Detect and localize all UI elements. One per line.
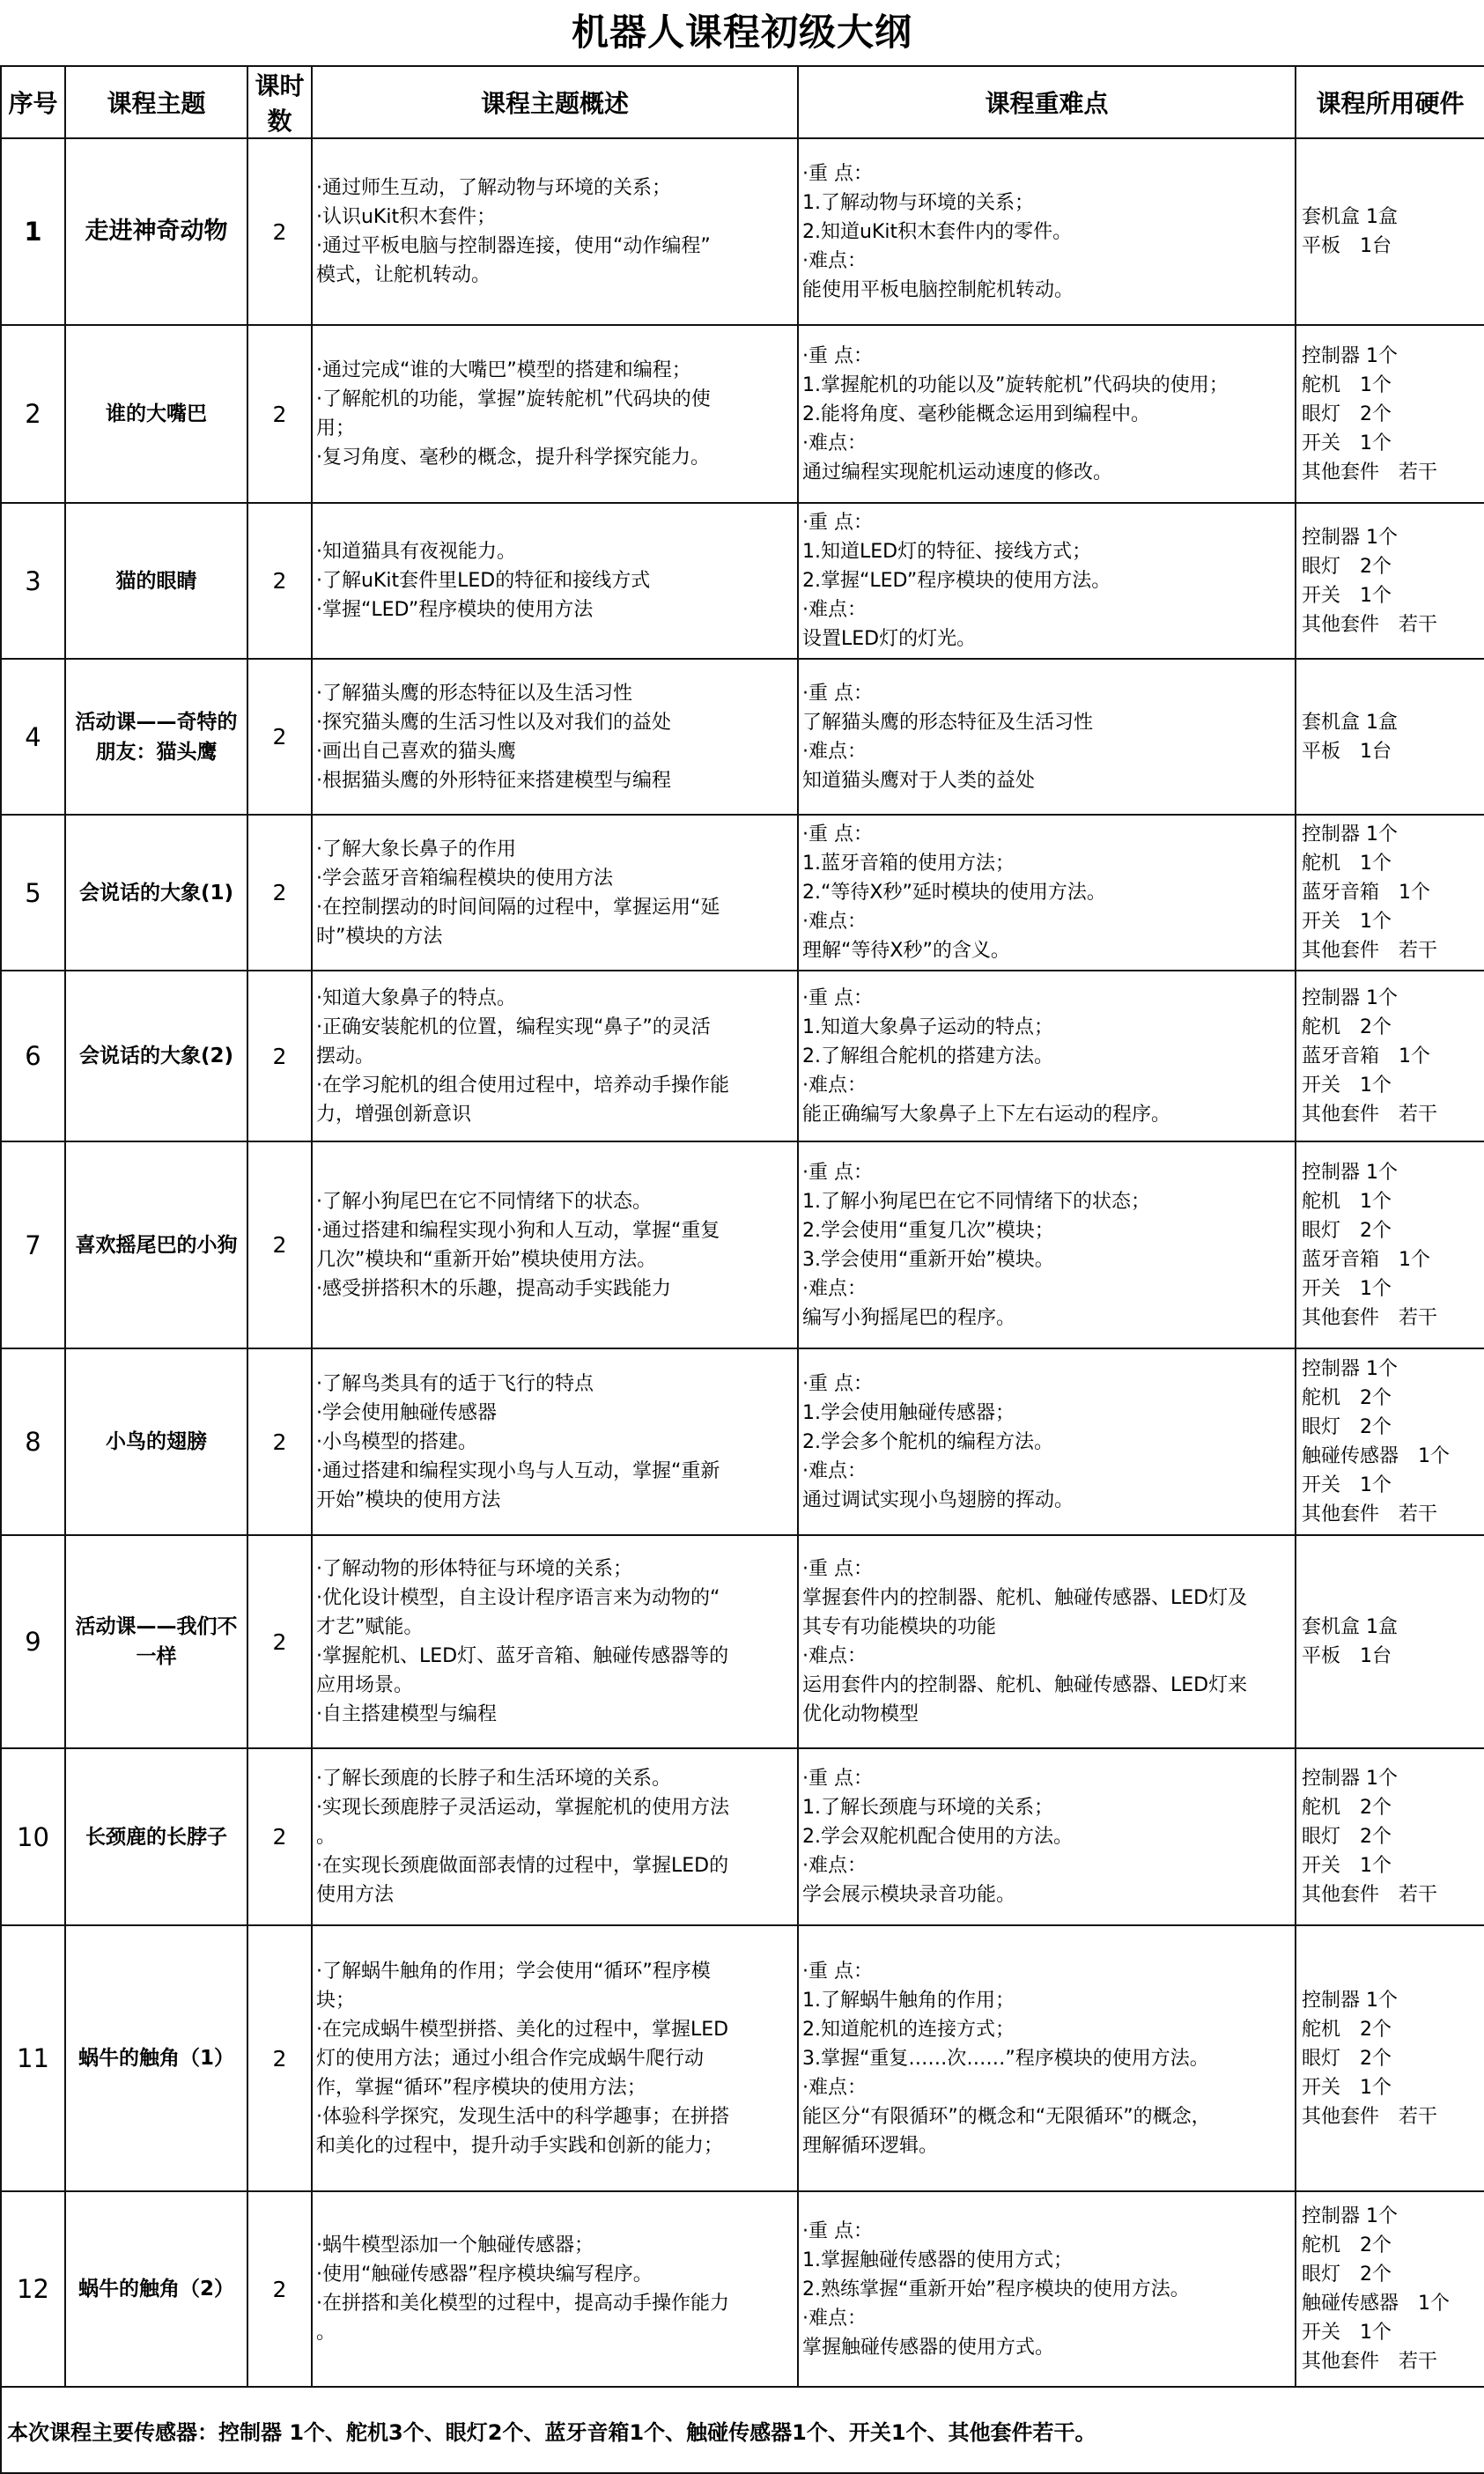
cell-line: 设置LED灯的灯光。	[802, 628, 977, 650]
sensor-summary: 本次课程主要传感器：控制器 1个、舵机3个、眼灯2个、蓝牙音箱1个、触碰传感器1个、开关1个、其他套件若干。	[1, 2387, 1484, 2473]
header-key-points: 课程重难点	[798, 66, 1296, 138]
lesson-key-points	[798, 1535, 1296, 1748]
cell-line: 触碰传感器 1个	[1302, 2293, 1450, 2315]
cell-line: 舵机 2个	[1302, 1797, 1392, 1819]
lesson-overview	[312, 2191, 798, 2387]
cell-line: ·通过师生互动，了解动物与环境的关系；	[316, 177, 671, 199]
cell-line: 优化动物模型	[802, 1703, 919, 1725]
cell-line: 眼灯 2个	[1302, 2264, 1392, 2286]
header-hours: 课时数	[247, 66, 312, 138]
lesson-hardware	[1296, 1748, 1484, 1925]
header-overview: 课程主题概述	[312, 66, 798, 138]
lesson-hours: 2	[247, 815, 312, 971]
lesson-hardware	[1296, 325, 1484, 503]
cell-line: 掌握套件内的控制器、舵机、触碰传感器、LED灯及	[802, 1587, 1248, 1609]
cell-line: ·感受拼搭积木的乐趣，提高动手实践能力	[316, 1277, 671, 1300]
lesson-overview	[312, 815, 798, 971]
cell-line: 其他套件 若干	[1302, 1306, 1438, 1329]
cell-line: ·复习角度、毫秒的概念，提升科学探究能力。	[316, 447, 710, 469]
cell-line: 其他套件 若干	[1302, 940, 1438, 962]
cell-line: 眼灯 2个	[1302, 2047, 1392, 2070]
lesson-number: 8	[1, 1348, 65, 1535]
cell-line: 应用场景。	[316, 1674, 414, 1696]
lesson-key-points	[798, 1925, 1296, 2191]
cell-line: 力，增强创新意识	[316, 1103, 472, 1126]
table-row	[1, 1748, 1484, 1925]
cell-line: ·难点：	[802, 249, 867, 272]
cell-line: 1.蓝牙音箱的使用方法；	[802, 853, 1015, 875]
cell-line: 一样	[136, 1645, 177, 1668]
lesson-hardware	[1296, 138, 1484, 325]
lesson-hardware	[1296, 1348, 1484, 1535]
cell-line: ·难点：	[802, 1074, 867, 1097]
cell-line: 舵机 1个	[1302, 853, 1392, 875]
cell-line: ·正确安装舵机的位置，编程实现“鼻子”的灵活	[316, 1015, 711, 1038]
lesson-topic: 走进神奇动物	[65, 138, 247, 325]
cell-line: 蓝牙音箱 1个	[1302, 1248, 1430, 1271]
cell-line: ·掌握舵机、LED灯、蓝牙音箱、触碰传感器等的	[316, 1645, 729, 1667]
lesson-number: 3	[1, 503, 65, 659]
cell-line: ·难点：	[802, 1855, 867, 1877]
lesson-hours: 2	[247, 1535, 312, 1748]
cell-line: 眼灯 2个	[1302, 1826, 1392, 1848]
cell-line: 1.掌握舵机的功能以及”旋转舵机”代码块的使用；	[802, 373, 1229, 396]
cell-line: 触碰传感器 1个	[1302, 1445, 1450, 1467]
lesson-key-points	[798, 815, 1296, 971]
cell-line: 摆动。	[316, 1045, 375, 1067]
cell-line: 灯的使用方法；通过小组合作完成蜗牛爬行动	[316, 2047, 705, 2070]
lesson-overview	[312, 971, 798, 1141]
cell-line: 2.学会多个舵机的编程方法。	[802, 1430, 1053, 1453]
lesson-hours: 2	[247, 1348, 312, 1535]
cell-line: ·难点：	[802, 1645, 867, 1667]
lesson-overview	[312, 325, 798, 503]
lesson-topic	[65, 1535, 247, 1748]
cell-line: 开关 1个	[1302, 1074, 1392, 1097]
lesson-number: 2	[1, 325, 65, 503]
cell-line: 模式，让舵机转动。	[316, 264, 491, 286]
cell-line: 通过调试实现小鸟翅膀的挥动。	[802, 1488, 1074, 1511]
cell-line: 3.学会使用“重新开始”模块。	[802, 1248, 1054, 1271]
lesson-hours: 2	[247, 138, 312, 325]
lesson-hardware	[1296, 815, 1484, 971]
lesson-number: 10	[1, 1748, 65, 1925]
cell-line: 活动课——我们不	[75, 1615, 238, 1638]
cell-line: 平板 1台	[1302, 740, 1392, 763]
cell-line: ·学会使用触碰传感器	[316, 1401, 497, 1424]
cell-line: 控制器 1个	[1302, 344, 1398, 367]
cell-line: ·重 点：	[802, 1372, 873, 1395]
cell-line: 眼灯 2个	[1302, 555, 1392, 578]
lesson-key-points	[798, 2191, 1296, 2387]
cell-line: ·自主搭建模型与编程	[316, 1703, 497, 1725]
cell-line: 朋友：猫头鹰	[95, 740, 218, 764]
cell-line: 了解猫头鹰的形态特征及生活习性	[802, 711, 1094, 734]
cell-line: 理解“等待X秒”的含义。	[802, 940, 1010, 962]
cell-line: 用；	[316, 417, 356, 439]
cell-line: ·在拼搭和美化模型的过程中，提高动手操作能力	[316, 2293, 729, 2315]
cell-line: 蓝牙音箱 1个	[1302, 882, 1430, 904]
cell-line: 控制器 1个	[1302, 2205, 1398, 2227]
lesson-overview	[312, 1748, 798, 1925]
cell-line: 几次”模块和“重新开始”模块使用方法。	[316, 1248, 657, 1271]
cell-line: ·在实现长颈鹿做面部表情的过程中，掌握LED的	[316, 1855, 729, 1877]
cell-line: 1.学会使用触碰传感器；	[802, 1401, 1015, 1424]
cell-line: 1.了解长颈鹿与环境的关系；	[802, 1797, 1053, 1819]
cell-line: 2.掌握“LED”程序模块的使用方法。	[802, 570, 1111, 592]
lesson-key-points	[798, 1141, 1296, 1348]
cell-line: ·难点：	[802, 911, 867, 933]
cell-line: ·重 点：	[802, 986, 873, 1009]
cell-line: 和美化的过程中，提升动手实践和创新的能力；	[316, 2134, 724, 2157]
cell-line: ·知道大象鼻子的特点。	[316, 986, 516, 1009]
cell-line: ·重 点：	[802, 823, 873, 846]
lesson-number: 5	[1, 815, 65, 971]
cell-line: 舵机 1个	[1302, 373, 1392, 396]
cell-line: 知道猫头鹰对于人类的益处	[802, 769, 1036, 792]
cell-line: ·在控制摆动的时间间隔的过程中，掌握运用“延	[316, 896, 720, 919]
cell-line: ·通过搭建和编程实现小鸟与人互动，掌握“重新	[316, 1459, 720, 1482]
lesson-hours: 2	[247, 503, 312, 659]
lesson-number: 4	[1, 659, 65, 815]
cell-line: ·探究猫头鹰的生活习性以及对我们的益处	[316, 711, 671, 734]
cell-line: 平板 1台	[1302, 1645, 1392, 1667]
lesson-number: 9	[1, 1535, 65, 1748]
cell-line: ·难点：	[802, 599, 867, 621]
cell-line: 作，掌握“循环”程序模块的使用方法；	[316, 2076, 646, 2099]
lesson-overview	[312, 1348, 798, 1535]
cell-line: 1.知道LED灯的特征、接线方式；	[802, 541, 1092, 563]
cell-line: ·了解长颈鹿的长脖子和生活环境的关系。	[316, 1768, 671, 1790]
cell-line: ·通过完成“谁的大嘴巴”模型的搭建和编程；	[316, 359, 691, 381]
cell-line: ·了解小狗尾巴在它不同情绪下的状态。	[316, 1190, 652, 1213]
header-no: 序号	[1, 66, 65, 138]
cell-line: ·在完成蜗牛模型拼搭、美化的过程中，掌握LED	[316, 2018, 729, 2041]
cell-line: 舵机 2个	[1302, 2018, 1392, 2041]
cell-line: 运用套件内的控制器、舵机、触碰传感器、LED灯来	[802, 1674, 1248, 1696]
cell-line: ·了解uKit套件里LED的特征和接线方式	[316, 570, 651, 592]
header-row	[1, 66, 1484, 138]
lesson-hardware	[1296, 1925, 1484, 2191]
table-row	[1, 2191, 1484, 2387]
cell-line: 1.掌握触碰传感器的使用方式；	[802, 2249, 1073, 2271]
cell-line: ·了解蜗牛触角的作用；学会使用“循环”程序模	[316, 1960, 711, 1983]
cell-line: 2.学会双舵机配合使用的方法。	[802, 1826, 1073, 1848]
cell-line: 其他套件 若干	[1302, 461, 1438, 484]
lesson-topic: 谁的大嘴巴	[65, 325, 247, 503]
cell-line: 开关 1个	[1302, 1277, 1392, 1300]
cell-line: 块；	[316, 1989, 356, 2012]
cell-line: 开关 1个	[1302, 911, 1392, 933]
lesson-key-points	[798, 1748, 1296, 1925]
cell-line: 控制器 1个	[1302, 1768, 1398, 1790]
cell-line: ·难点：	[802, 740, 867, 763]
table-row	[1, 1348, 1484, 1535]
cell-line: 1.了解小狗尾巴在它不同情绪下的状态；	[802, 1190, 1150, 1213]
page-title: 机器人课程初级大纲	[571, 11, 912, 54]
cell-line: 1.了解蜗牛触角的作用；	[802, 1989, 1015, 2012]
cell-line: 控制器 1个	[1302, 1989, 1398, 2012]
cell-line: ·学会蓝牙音箱编程模块的使用方法	[316, 867, 613, 890]
cell-line: ·优化设计模型，自主设计程序语言来为动物的“	[316, 1587, 720, 1609]
cell-line: 眼灯 2个	[1302, 402, 1392, 425]
cell-line: 2.熟练掌握“重新开始”程序模块的使用方法。	[802, 2278, 1190, 2300]
cell-line: ·体验科学探究，发现生活中的科学趣事；在拼搭	[316, 2105, 729, 2128]
lesson-hours: 2	[247, 325, 312, 503]
lesson-key-points	[798, 1348, 1296, 1535]
cell-line: 1.知道大象鼻子运动的特点；	[802, 1015, 1053, 1038]
cell-line: ·蜗牛模型添加一个触碰传感器；	[316, 2234, 594, 2256]
cell-line: 2.能将角度、毫秒能概念运用到编程中。	[802, 402, 1150, 425]
cell-line: 控制器 1个	[1302, 1161, 1398, 1184]
lesson-hardware	[1296, 659, 1484, 815]
cell-line: 开关 1个	[1302, 584, 1392, 607]
lesson-topic: 会说话的大象(1)	[65, 815, 247, 971]
table-row	[1, 1925, 1484, 2191]
lesson-hours: 2	[247, 971, 312, 1141]
lesson-topic: 长颈鹿的长脖子	[65, 1748, 247, 1925]
cell-line: ·重 点：	[802, 1960, 873, 1983]
cell-line: 。	[316, 1826, 336, 1848]
lesson-topic: 喜欢摇尾巴的小狗	[65, 1141, 247, 1348]
lesson-topic	[65, 659, 247, 815]
lesson-hours: 2	[247, 1748, 312, 1925]
table-row	[1, 1141, 1484, 1348]
cell-line: 学会展示模块录音功能。	[802, 1884, 1016, 1906]
cell-line: 开关 1个	[1302, 2322, 1392, 2344]
cell-line: 开关 1个	[1302, 432, 1392, 454]
lesson-hardware	[1296, 1141, 1484, 1348]
cell-line: ·小鸟模型的搭建。	[316, 1430, 477, 1453]
cell-line: ·了解舵机的功能，掌握”旋转舵机”代码块的使	[316, 388, 711, 410]
cell-line: ·难点：	[802, 2307, 867, 2330]
cell-line: ·重 点：	[802, 1558, 873, 1580]
cell-line: ·重 点：	[802, 162, 873, 185]
cell-line: ·重 点：	[802, 344, 873, 367]
lesson-overview	[312, 659, 798, 815]
cell-line: ·实现长颈鹿脖子灵活运动，掌握舵机的使用方法	[316, 1797, 729, 1819]
lesson-number: 6	[1, 971, 65, 1141]
cell-line: 眼灯 2个	[1302, 1416, 1392, 1438]
cell-line: 控制器 1个	[1302, 526, 1398, 549]
footer-row	[1, 2387, 1484, 2473]
cell-line: ·难点：	[802, 432, 867, 454]
cell-line: 其他套件 若干	[1302, 2351, 1438, 2373]
cell-line: 舵机 2个	[1302, 2234, 1392, 2256]
cell-line: 。	[316, 2322, 336, 2344]
cell-line: ·知道猫具有夜视能力。	[316, 541, 516, 563]
header-hardware: 课程所用硬件	[1296, 66, 1484, 138]
table-row	[1, 1535, 1484, 1748]
cell-line: 控制器 1个	[1302, 1358, 1398, 1380]
cell-line: 眼灯 2个	[1302, 1219, 1392, 1242]
syllabus-table	[0, 65, 1484, 2474]
lesson-topic: 蜗牛的触角（2）	[65, 2191, 247, 2387]
cell-line: 舵机 2个	[1302, 1387, 1392, 1409]
cell-line: 2.知道uKit积木套件内的零件。	[802, 220, 1073, 243]
cell-line: 其他套件 若干	[1302, 2105, 1438, 2128]
cell-line: ·了解鸟类具有的适于飞行的特点	[316, 1372, 594, 1395]
cell-line: 其他套件 若干	[1302, 1103, 1438, 1126]
cell-line: ·了解猫头鹰的形态特征以及生活习性	[316, 682, 632, 705]
cell-line: 能区分“有限循环”的概念和“无限循环”的概念，	[802, 2105, 1211, 2128]
lesson-hardware	[1296, 971, 1484, 1141]
lesson-hours: 2	[247, 1141, 312, 1348]
cell-line: 3.掌握“重复……次……”程序模块的使用方法。	[802, 2047, 1209, 2070]
cell-line: 能使用平板电脑控制舵机转动。	[802, 278, 1074, 301]
cell-line: ·重 点：	[802, 682, 873, 705]
header-topic: 课程主题	[65, 66, 247, 138]
table-row	[1, 815, 1484, 971]
cell-line: 舵机 2个	[1302, 1015, 1392, 1038]
cell-line: 蓝牙音箱 1个	[1302, 1045, 1430, 1067]
cell-line: 控制器 1个	[1302, 986, 1398, 1009]
cell-line: ·重 点：	[802, 512, 873, 534]
cell-line: 套机盒 1盒	[1302, 206, 1398, 228]
lesson-number: 1	[1, 138, 65, 325]
cell-line: ·难点：	[802, 1277, 867, 1300]
lesson-hours: 2	[247, 659, 312, 815]
lesson-key-points	[798, 659, 1296, 815]
cell-line: 开关 1个	[1302, 1855, 1392, 1877]
table-row	[1, 503, 1484, 659]
lesson-hardware	[1296, 1535, 1484, 1748]
cell-line: ·画出自己喜欢的猫头鹰	[316, 740, 516, 763]
cell-line: 开关 1个	[1302, 1474, 1392, 1496]
table-row	[1, 971, 1484, 1141]
cell-line: 2.了解组合舵机的搭建方法。	[802, 1045, 1053, 1067]
lesson-overview	[312, 1141, 798, 1348]
lesson-key-points	[798, 138, 1296, 325]
lesson-hours: 2	[247, 1925, 312, 2191]
lesson-key-points	[798, 503, 1296, 659]
cell-line: 通过编程实现舵机运动速度的修改。	[802, 461, 1113, 484]
cell-line: 其专有功能模块的功能	[802, 1616, 997, 1638]
cell-line: 开关 1个	[1302, 2076, 1392, 2099]
cell-line: ·根据猫头鹰的外形特征来搭建模型与编程	[316, 769, 671, 792]
cell-line: 理解循环逻辑。	[802, 2134, 939, 2157]
cell-line: 其他套件 若干	[1302, 613, 1438, 636]
cell-line: 平板 1台	[1302, 235, 1392, 257]
lesson-topic: 猫的眼睛	[65, 503, 247, 659]
cell-line: 使用方法	[316, 1884, 395, 1906]
lesson-overview	[312, 138, 798, 325]
lesson-hours: 2	[247, 2191, 312, 2387]
cell-line: 套机盒 1盒	[1302, 711, 1398, 734]
cell-line: 2.学会使用“重复几次”模块；	[802, 1219, 1054, 1242]
cell-line: ·重 点：	[802, 1768, 873, 1790]
cell-line: 其他套件 若干	[1302, 1503, 1438, 1525]
cell-line: ·在学习舵机的组合使用过程中，培养动手操作能	[316, 1074, 729, 1097]
cell-line: ·认识uKit积木套件；	[316, 206, 497, 228]
cell-line: ·难点：	[802, 2076, 867, 2099]
lesson-overview	[312, 1535, 798, 1748]
cell-line: 开始”模块的使用方法	[316, 1488, 501, 1511]
cell-line: 掌握触碰传感器的使用方式。	[802, 2336, 1055, 2359]
cell-line: 控制器 1个	[1302, 823, 1398, 846]
lesson-number: 11	[1, 1925, 65, 2191]
lesson-key-points	[798, 971, 1296, 1141]
lesson-topic: 小鸟的翅膀	[65, 1348, 247, 1535]
lesson-topic: 蜗牛的触角（1）	[65, 1925, 247, 2191]
cell-line: ·通过搭建和编程实现小狗和人互动，掌握“重复	[316, 1219, 720, 1242]
cell-line: ·重 点：	[802, 1161, 873, 1184]
cell-line: ·重 点：	[802, 2219, 873, 2242]
lesson-number: 12	[1, 2191, 65, 2387]
cell-line: ·通过平板电脑与控制器连接，使用“动作编程”	[316, 235, 711, 257]
cell-line: ·难点：	[802, 1459, 867, 1482]
table-row	[1, 659, 1484, 815]
cell-line: 其他套件 若干	[1302, 1884, 1438, 1906]
cell-line: 活动课——奇特的	[75, 710, 238, 734]
cell-line: 编写小狗摇尾巴的程序。	[802, 1306, 1016, 1329]
table-row	[1, 325, 1484, 503]
cell-line: ·了解动物的形体特征与环境的关系；	[316, 1558, 632, 1580]
cell-line: 1.了解动物与环境的关系；	[802, 191, 1034, 214]
cell-line: 舵机 1个	[1302, 1190, 1392, 1213]
cell-line: ·了解大象长鼻子的作用	[316, 838, 516, 860]
lesson-hardware	[1296, 503, 1484, 659]
cell-line: 时”模块的方法	[316, 925, 443, 948]
lesson-overview	[312, 503, 798, 659]
cell-line: 能正确编写大象鼻子上下左右运动的程序。	[802, 1103, 1171, 1126]
table-row	[1, 138, 1484, 325]
lesson-number: 7	[1, 1141, 65, 1348]
cell-line: ·掌握“LED”程序模块的使用方法	[316, 599, 594, 621]
cell-line: 套机盒 1盒	[1302, 1616, 1398, 1638]
lesson-topic: 会说话的大象(2)	[65, 971, 247, 1141]
lesson-key-points	[798, 325, 1296, 503]
cell-line: ·使用“触碰传感器”程序模块编写程序。	[316, 2264, 653, 2286]
cell-line: 2.“等待X秒”延时模块的使用方法。	[802, 882, 1106, 904]
lesson-overview	[312, 1925, 798, 2191]
cell-line: 2.知道舵机的连接方式；	[802, 2018, 1015, 2041]
cell-line: 才艺”赋能。	[316, 1616, 424, 1638]
lesson-hardware	[1296, 2191, 1484, 2387]
